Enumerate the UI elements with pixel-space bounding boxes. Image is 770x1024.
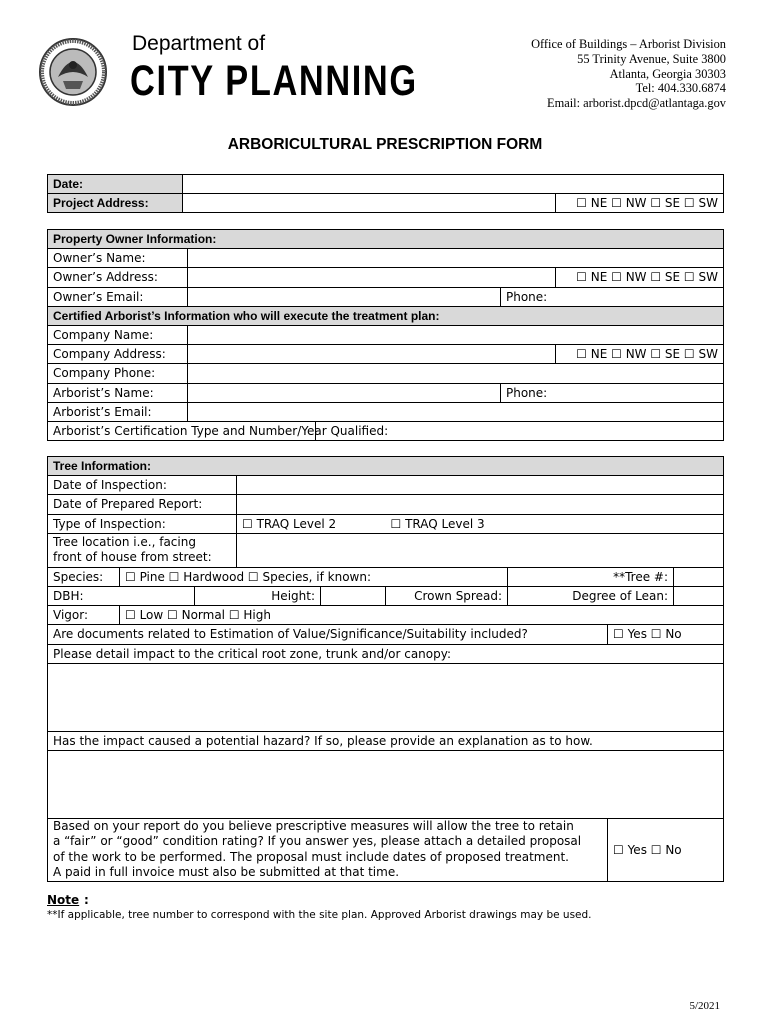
degree-of-lean-field[interactable] xyxy=(674,586,724,605)
form-title: ARBORICULTURAL PRESCRIPTION FORM xyxy=(227,136,543,153)
tree-heading: Tree Information: xyxy=(48,457,724,476)
city-seal-logo xyxy=(38,37,108,107)
species-label: Species: xyxy=(48,567,120,586)
retain-line-4: A paid in full invoice must also be submitted at that time. xyxy=(53,865,400,880)
dbh-field[interactable] xyxy=(48,586,195,605)
impact-question: Please detail impact to the critical root zone, trunk and/or canopy: xyxy=(48,644,724,663)
project-address-field[interactable] xyxy=(183,194,556,213)
owner-heading: Property Owner Information: xyxy=(48,230,724,249)
company-phone-label: Company Phone: xyxy=(48,364,188,383)
inspection-date-label: Date of Inspection: xyxy=(48,476,237,495)
owner-name-field[interactable] xyxy=(188,249,724,268)
owner-phone-field[interactable] xyxy=(501,287,724,306)
office-address-block xyxy=(531,37,726,111)
office-city: Atlanta, Georgia 30303 xyxy=(609,66,726,81)
tree-location-line-2: front of house from street: xyxy=(53,550,212,565)
arborist-heading: Certified Arborist’s Information who will execute the treatment plan: xyxy=(48,306,724,325)
note-label: Note xyxy=(47,893,80,907)
species-checkboxes[interactable]: ☐ Pine ☐ Hardwood ☐ Species, if known: xyxy=(120,567,508,586)
dbh-label: DBH: xyxy=(53,589,84,604)
arborist-email-label: Arborist’s Email: xyxy=(48,402,188,421)
company-address-label: Company Address: xyxy=(48,345,188,364)
inspection-type-label: Type of Inspection: xyxy=(48,514,237,533)
tree-number-label: **Tree #: xyxy=(508,567,674,586)
height-label: Height: xyxy=(195,586,321,605)
company-name-field[interactable] xyxy=(188,325,724,344)
vigor-checkboxes[interactable]: ☐ Low ☐ Normal ☐ High xyxy=(120,606,724,625)
inspection-date-field[interactable] xyxy=(237,476,724,495)
owner-quadrant-checkboxes[interactable]: ☐ NE ☐ NW ☐ SE ☐ SW xyxy=(556,268,724,287)
office-email: Email: arborist.dpcd@atlantaga.gov xyxy=(547,96,726,111)
note-text: **If applicable, tree number to correspond with the site plan. Approved Arborist drawings may be used. xyxy=(47,909,592,921)
documents-yes-no[interactable]: ☐ Yes ☐ No xyxy=(608,625,724,644)
arborist-name-field[interactable] xyxy=(188,383,501,402)
documents-question: Are documents related to Estimation of Value/Significance/Suitability included? xyxy=(48,625,608,644)
hazard-answer-box[interactable] xyxy=(48,750,724,818)
tree-location-line-1: Tree location i.e., facing xyxy=(53,534,196,549)
retain-line-3: of the work to be performed. The proposal must include dates of proposed treatment. xyxy=(53,849,569,864)
owner-email-field[interactable] xyxy=(188,287,501,306)
report-date-label: Date of Prepared Report: xyxy=(48,495,237,514)
vigor-label: Vigor: xyxy=(48,606,120,625)
company-phone-field[interactable] xyxy=(188,364,724,383)
tree-number-field[interactable] xyxy=(674,567,724,586)
degree-of-lean-label: Degree of Lean: xyxy=(508,586,674,605)
project-table xyxy=(47,174,724,213)
owner-arborist-table xyxy=(47,229,724,441)
department-line: Department of xyxy=(132,32,266,55)
tree-location-label xyxy=(48,533,237,567)
office-name: Office of Buildings – Arborist Division xyxy=(531,37,726,51)
arborist-name-label: Arborist’s Name: xyxy=(48,383,188,402)
owner-address-field[interactable] xyxy=(188,268,556,287)
date-field[interactable] xyxy=(183,175,724,194)
retain-line-2: a “fair” or “good” condition rating? If you answer yes, please attach a detailed proposal xyxy=(53,834,582,849)
office-street: 55 Trinity Avenue, Suite 3800 xyxy=(577,51,726,66)
company-address-field[interactable] xyxy=(188,345,556,364)
hazard-question: Has the impact caused a potential hazard? If so, please provide an explanation as to how. xyxy=(48,731,724,750)
department-name: CITY PLANNING xyxy=(130,57,418,105)
revision-date: 5/2021 xyxy=(689,1000,720,1012)
note-colon: : xyxy=(84,893,89,907)
note-heading xyxy=(47,893,79,907)
owner-phone-label: Phone: xyxy=(506,289,548,304)
arborist-email-field[interactable] xyxy=(188,402,724,421)
report-date-field[interactable] xyxy=(237,495,724,514)
owner-name-label: Owner’s Name: xyxy=(48,249,188,268)
impact-answer-box[interactable] xyxy=(48,663,724,731)
owner-email-label: Owner’s Email: xyxy=(48,287,188,306)
date-label: Date: xyxy=(48,175,183,194)
owner-address-label: Owner’s Address: xyxy=(48,268,188,287)
traq-level-3-checkbox[interactable]: ☐ TRAQ Level 3 xyxy=(386,514,724,533)
height-field[interactable] xyxy=(321,586,386,605)
company-quadrant-checkboxes[interactable]: ☐ NE ☐ NW ☐ SE ☐ SW xyxy=(556,345,724,364)
company-name-label: Company Name: xyxy=(48,325,188,344)
project-address-label: Project Address: xyxy=(48,194,183,213)
traq-level-2-checkbox[interactable]: ☐ TRAQ Level 2 xyxy=(237,514,386,533)
retain-yes-no[interactable]: ☐ Yes ☐ No xyxy=(608,818,724,881)
crown-spread-label: Crown Spread: xyxy=(386,586,508,605)
retain-line-1: Based on your report do you believe prescriptive measures will allow the tree to retain xyxy=(53,818,574,833)
tree-location-field[interactable] xyxy=(237,533,724,567)
certification-label: Arborist’s Certification Type and Number/Year Qualified: xyxy=(48,421,316,440)
office-tel: Tel: 404.330.6874 xyxy=(635,81,726,96)
arborist-phone-field[interactable] xyxy=(501,383,724,402)
tree-table xyxy=(47,456,724,882)
arborist-phone-label: Phone: xyxy=(506,385,548,400)
project-quadrant-checkboxes[interactable]: ☐ NE ☐ NW ☐ SE ☐ SW xyxy=(556,194,724,213)
retain-question xyxy=(48,818,608,881)
